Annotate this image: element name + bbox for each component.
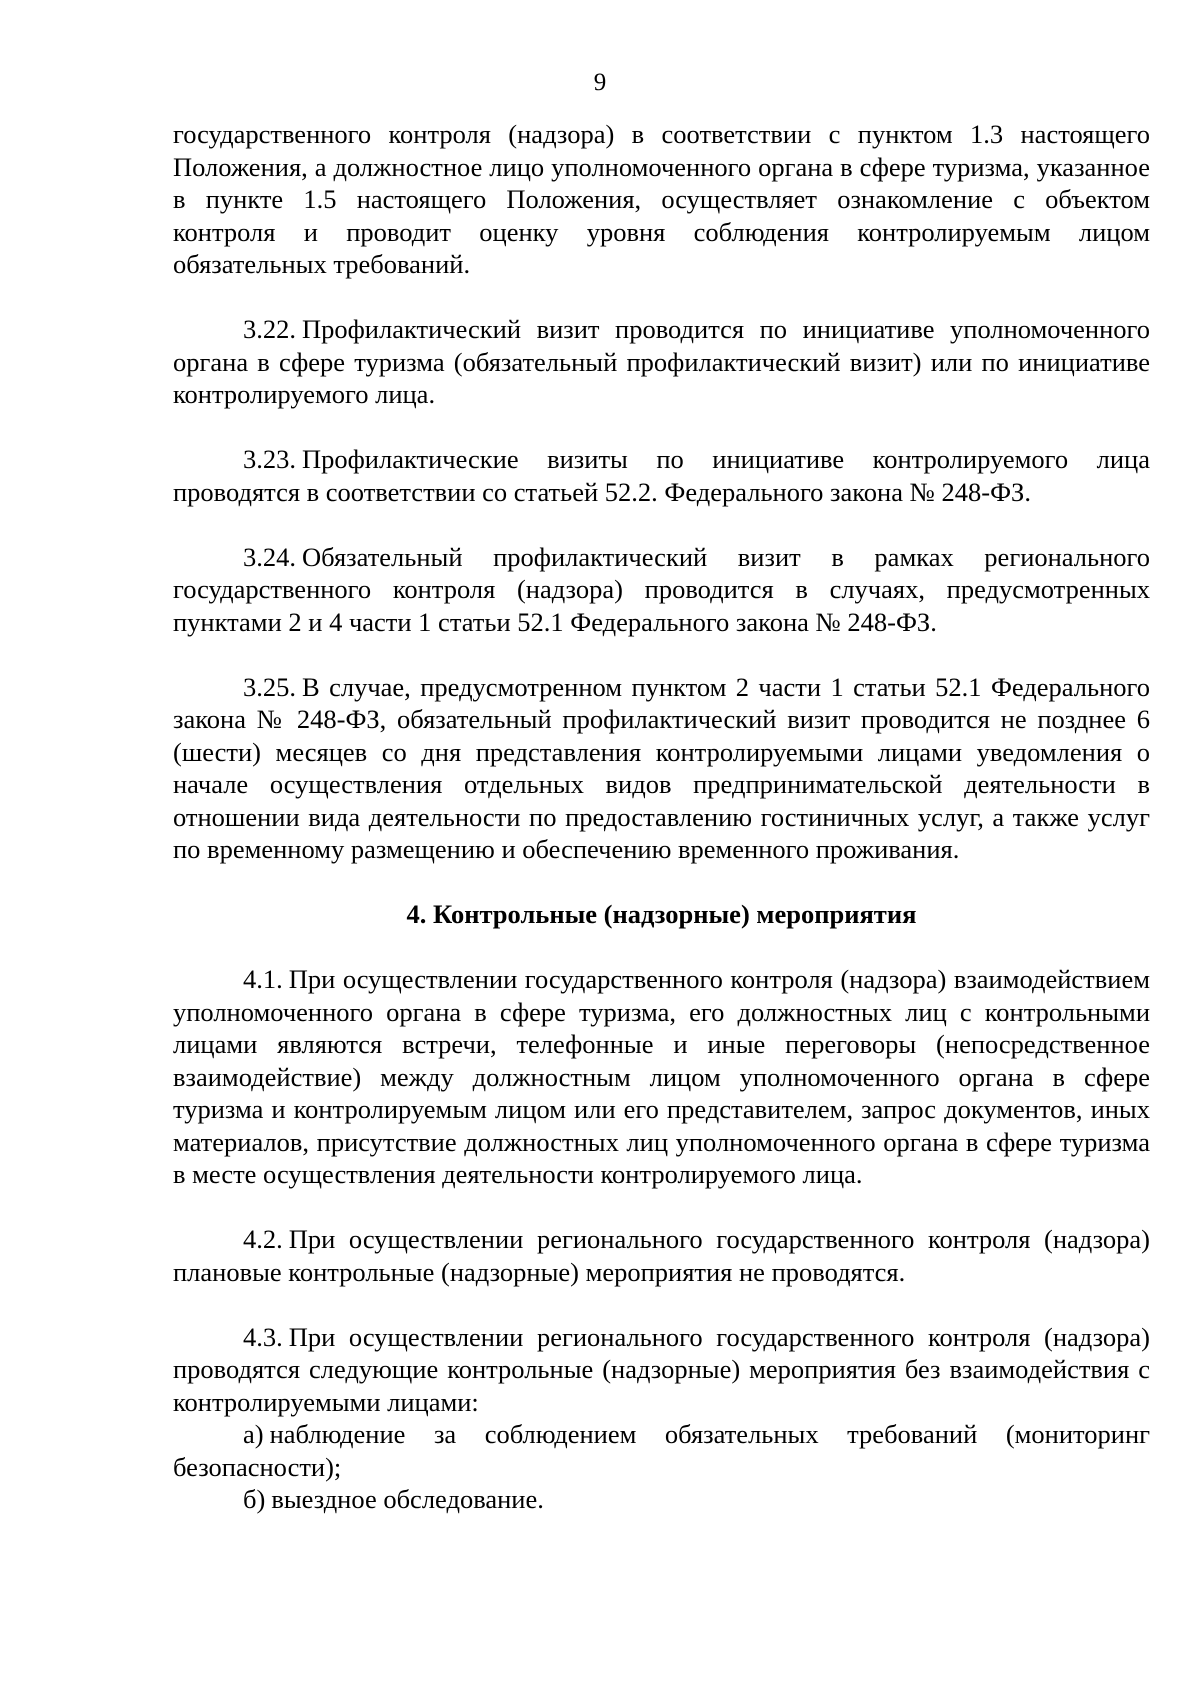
list-item bbox=[173, 1418, 1150, 1483]
paragraph-text: При осуществлении государственного контроля (надзора) взаимодействием уполномоченного органа в сфере туризма, его должностных лиц с контрольными лицами являются встречи, телефонные и иные переговоры (непосредственное взаимодействие) между должностным лицом уполномоченного органа в сфере туризма и контролируемым лицом или его представителем, запрос документов, иных материалов, присутствие должностных лиц уполномоченного органа в сфере туризма в месте осуществления деятельности контролируемого лица. bbox=[173, 964, 1150, 1189]
paragraph-number: 4.2. bbox=[243, 1224, 283, 1254]
list-item-text: выездное обследование. bbox=[271, 1484, 544, 1514]
page-number: 9 bbox=[593, 69, 607, 96]
paragraph-text: При осуществлении регионального государственного контроля (надзора) проводятся следующие контрольные (надзорные) мероприятия без взаимодействия с контролируемыми лицами: bbox=[173, 1321, 1150, 1417]
paragraph-3-24 bbox=[173, 541, 1150, 639]
paragraph-text: Профилактические визиты по инициативе контролируемого лица проводятся в соответствии со статьей 52.2. Федерального закона № 248-ФЗ. bbox=[173, 444, 1150, 507]
paragraph-number: 4.1. bbox=[243, 964, 283, 994]
list-item bbox=[173, 1483, 1150, 1516]
section-heading: 4. Контрольные (надзорные) мероприятия bbox=[406, 899, 917, 929]
paragraph-3-22 bbox=[173, 313, 1150, 411]
paragraph-4-3 bbox=[173, 1321, 1150, 1419]
paragraph-number: 3.25. bbox=[243, 671, 296, 702]
list-marker: б) bbox=[243, 1484, 266, 1514]
document-body bbox=[173, 118, 1150, 1516]
paragraph-4-1 bbox=[173, 963, 1150, 1191]
paragraph-3-23 bbox=[173, 443, 1150, 508]
paragraph-text: В случае, предусмотренном пунктом 2 части 1 статьи 52.1 Федерального закона № 248-ФЗ, обязательный профилактический визит проводится не позднее 6 (шести) месяцев со дня представления контролируемыми лицами уведомления о начале осуществления отдельных видов предпринимательской деятельности в отношении вида деятельности по предоставлению гостиничных услуг, а также услуг по временному размещению и обеспечению временного проживания. bbox=[173, 671, 1150, 864]
paragraph-number: 3.24. bbox=[243, 541, 296, 572]
paragraph-number: 3.23. bbox=[243, 444, 296, 474]
paragraph-number: 4.3. bbox=[243, 1321, 283, 1352]
paragraph-text: Профилактический визит проводится по инициативе уполномоченного органа в сфере туризма (обязательный профилактический визит) или по инициативе контролируемого лица. bbox=[173, 314, 1150, 409]
paragraph-text: Обязательный профилактический визит в рамках регионального государственного контроля (надзора) проводится в случаях, предусмотренных пунктами 2 и 4 части 1 статьи 52.1 Федерального закона № 248-ФЗ. bbox=[173, 541, 1150, 637]
paragraph-continuation bbox=[173, 118, 1150, 281]
paragraph-number: 3.22. bbox=[243, 314, 296, 344]
list-marker: а) bbox=[243, 1419, 264, 1449]
paragraph-text: При осуществлении регионального государственного контроля (надзора) плановые контрольные (надзорные) мероприятия не проводятся. bbox=[173, 1224, 1150, 1287]
paragraph-4-2 bbox=[173, 1223, 1150, 1288]
list-item-text: наблюдение за соблюдением обязательных требований (мониторинг безопасности); bbox=[173, 1419, 1150, 1482]
paragraph-text: государственного контроля (надзора) в соответствии с пунктом 1.3 настоящего Положения, а должностное лицо уполномоченного органа в сфере туризма, указанное в пункте 1.5 настоящего Положения, осуществляет ознакомление с объектом контроля и проводит оценку уровня соблюдения контролируемым лицом обязательных требований. bbox=[173, 119, 1150, 279]
paragraph-3-25 bbox=[173, 671, 1150, 866]
